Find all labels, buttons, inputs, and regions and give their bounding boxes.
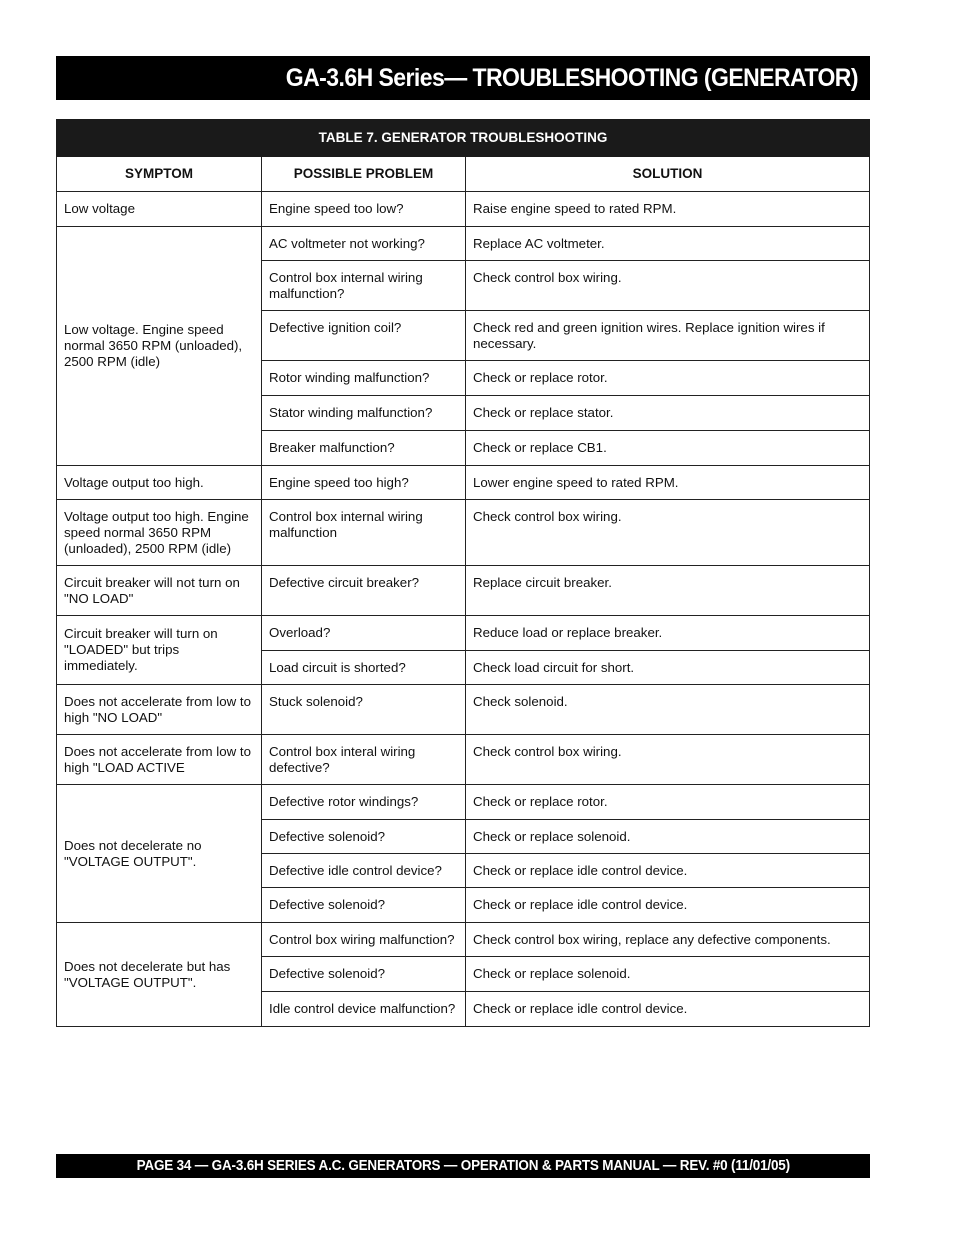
problem-cell: Idle control device malfunction? — [262, 992, 466, 1027]
table-row — [57, 616, 870, 651]
solution-cell: Replace AC voltmeter. — [466, 227, 870, 261]
solution-cell: Replace circuit breaker. — [466, 566, 870, 616]
problem-cell: Defective circuit breaker? — [262, 566, 466, 616]
solution-cell: Check control box wiring. — [466, 500, 870, 566]
table-row — [57, 227, 870, 261]
solution-cell: Check or replace solenoid. — [466, 957, 870, 992]
problem-cell: Overload? — [262, 616, 466, 651]
problem-cell: Rotor winding malfunction? — [262, 361, 466, 396]
problem-cell: Defective ignition coil? — [262, 311, 466, 361]
solution-cell: Check or replace stator. — [466, 396, 870, 431]
symptom-cell: Does not decelerate but has "VOLTAGE OUTPUT". — [57, 923, 262, 1027]
solution-cell: Reduce load or replace breaker. — [466, 616, 870, 651]
problem-cell: Control box interal wiring defective? — [262, 735, 466, 785]
page-footer-bar — [56, 1154, 870, 1178]
problem-cell: Defective idle control device? — [262, 854, 466, 888]
solution-cell: Check or replace idle control device. — [466, 992, 870, 1027]
problem-cell: Engine speed too high? — [262, 466, 466, 500]
symptom-cell: Low voltage — [57, 192, 262, 227]
table-row — [57, 192, 870, 227]
solution-cell: Check red and green ignition wires. Replace ignition wires if necessary. — [466, 311, 870, 361]
troubleshooting-table — [56, 119, 870, 1027]
symptom-cell: Low voltage. Engine speed normal 3650 RPM (unloaded), 2500 RPM (idle) — [57, 227, 262, 466]
column-header-symptom: SYMPTOM — [57, 157, 262, 192]
symptom-cell: Does not accelerate from low to high "LOAD ACTIVE — [57, 735, 262, 785]
page-header-bar — [56, 56, 870, 100]
symptom-cell: Circuit breaker will not turn on "NO LOAD" — [57, 566, 262, 616]
symptom-cell: Does not decelerate no "VOLTAGE OUTPUT". — [57, 785, 262, 923]
solution-cell: Check or replace solenoid. — [466, 820, 870, 854]
table-row — [57, 923, 870, 957]
symptom-cell: Does not accelerate from low to high "NO LOAD" — [57, 685, 262, 735]
problem-cell: Breaker malfunction? — [262, 431, 466, 466]
solution-cell: Check or replace rotor. — [466, 785, 870, 820]
symptom-cell: Circuit breaker will turn on "LOADED" but trips immediately. — [57, 616, 262, 685]
solution-cell: Check or replace idle control device. — [466, 854, 870, 888]
page-footer-text: PAGE 34 — GA-3.6H SERIES A.C. GENERATORS — OPERATION & PARTS MANUAL — REV. #0 (11/01/05) — [136, 1158, 790, 1174]
problem-cell: Defective solenoid? — [262, 888, 466, 923]
table-row — [57, 566, 870, 616]
table-caption-row — [57, 120, 870, 157]
solution-cell: Check or replace rotor. — [466, 361, 870, 396]
problem-cell: Defective solenoid? — [262, 957, 466, 992]
table-row — [57, 685, 870, 735]
solution-cell: Raise engine speed to rated RPM. — [466, 192, 870, 227]
solution-cell: Check control box wiring, replace any defective components. — [466, 923, 870, 957]
problem-cell: Load circuit is shorted? — [262, 651, 466, 685]
solution-cell: Check solenoid. — [466, 685, 870, 735]
column-header-problem: POSSIBLE PROBLEM — [262, 157, 466, 192]
problem-cell: Control box internal wiring malfunction — [262, 500, 466, 566]
problem-cell: Control box internal wiring malfunction? — [262, 261, 466, 311]
table-row — [57, 466, 870, 500]
page-title: GA-3.6H Series— TROUBLESHOOTING (GENERATOR) — [285, 63, 858, 92]
solution-cell: Lower engine speed to rated RPM. — [466, 466, 870, 500]
table-caption: TABLE 7. GENERATOR TROUBLESHOOTING — [57, 120, 870, 157]
solution-cell: Check control box wiring. — [466, 261, 870, 311]
symptom-cell: Voltage output too high. Engine speed normal 3650 RPM (unloaded), 2500 RPM (idle) — [57, 500, 262, 566]
symptom-cell: Voltage output too high. — [57, 466, 262, 500]
table-row — [57, 785, 870, 820]
problem-cell: Control box wiring malfunction? — [262, 923, 466, 957]
problem-cell: Defective rotor windings? — [262, 785, 466, 820]
problem-cell: Engine speed too low? — [262, 192, 466, 227]
solution-cell: Check control box wiring. — [466, 735, 870, 785]
problem-cell: Defective solenoid? — [262, 820, 466, 854]
problem-cell: Stator winding malfunction? — [262, 396, 466, 431]
table-row — [57, 500, 870, 566]
table-header-row — [57, 157, 870, 192]
problem-cell: Stuck solenoid? — [262, 685, 466, 735]
solution-cell: Check or replace idle control device. — [466, 888, 870, 923]
solution-cell: Check load circuit for short. — [466, 651, 870, 685]
solution-cell: Check or replace CB1. — [466, 431, 870, 466]
problem-cell: AC voltmeter not working? — [262, 227, 466, 261]
column-header-solution: SOLUTION — [466, 157, 870, 192]
table-row — [57, 735, 870, 785]
